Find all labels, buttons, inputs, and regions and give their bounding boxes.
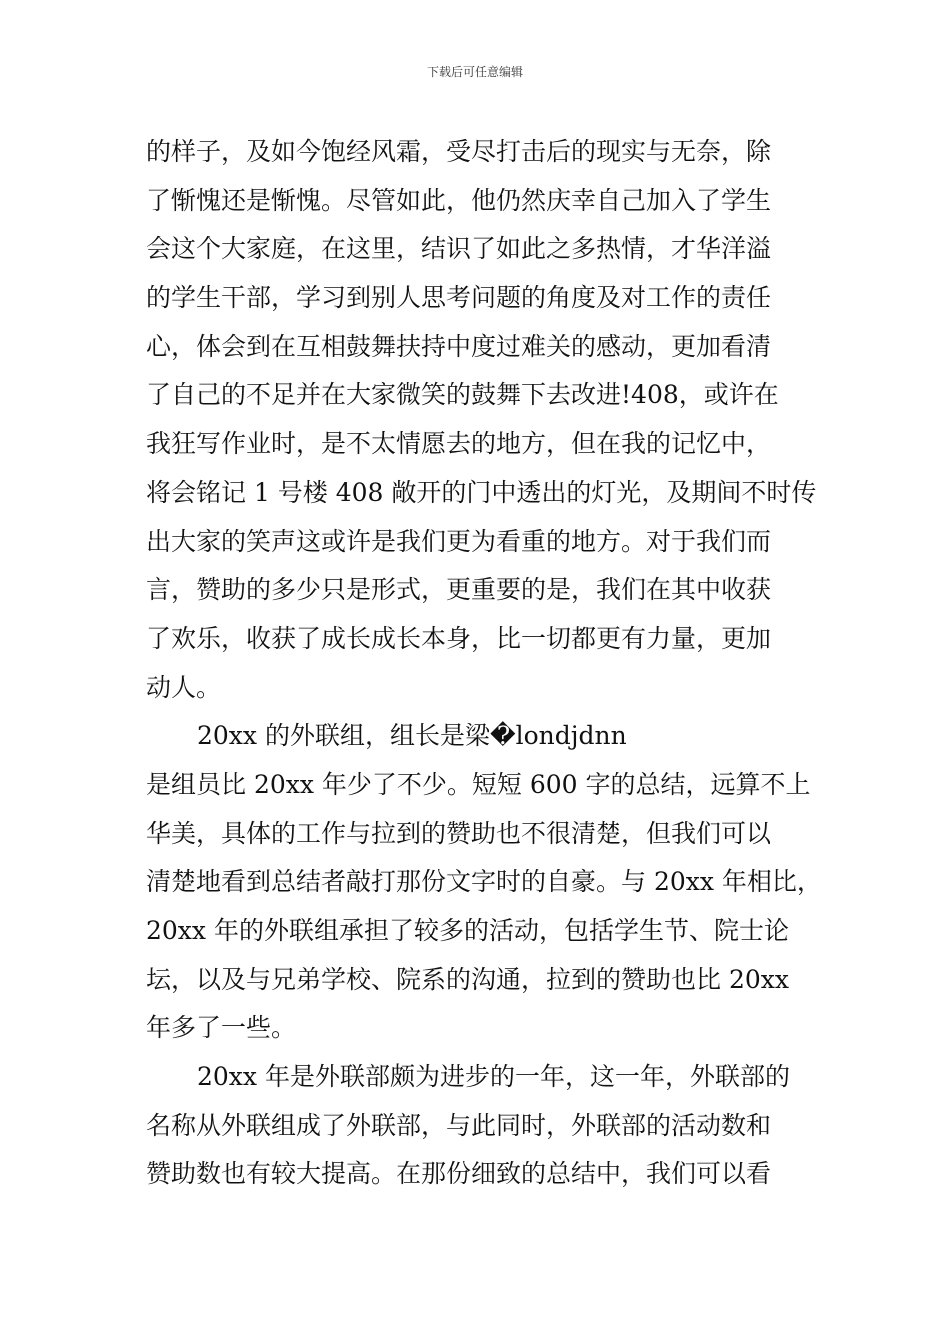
text-line: 动人。 bbox=[146, 672, 222, 702]
paragraph-first-line: 20xx 年是外联部颇为进步的一年，这一年，外联部的 bbox=[197, 1062, 790, 1092]
text-line: 的样子，及如今饱经风霜，受尽打击后的现实与无奈，除 bbox=[146, 137, 772, 166]
text-line: 言，赞助的多少只是形式，更重要的是，我们在其中收获 bbox=[146, 575, 772, 605]
text-line: 将会铭记 1 号楼 408 敞开的门中透出的灯光，及期间不时传 bbox=[146, 477, 817, 507]
document-body bbox=[146, 128, 822, 1199]
text-line: 华美，具体的工作与拉到的赞助也不很清楚，但我们可以 bbox=[146, 818, 772, 848]
text-line: 名称从外联组成了外联部，与此同时，外联部的活动数和 bbox=[146, 1110, 772, 1140]
text-line: 的学生干部，学习到别人思考问题的角度及对工作的责任 bbox=[146, 283, 772, 313]
text-line: 20xx 年的外联组承担了较多的活动，包括学生节、院士论 bbox=[146, 916, 789, 945]
text-line: 心，体会到在互相鼓舞扶持中度过难关的感动，更加看清 bbox=[146, 331, 772, 361]
text-line: 了欢乐，收获了成长成长本身，比一切都更有力量，更加 bbox=[146, 623, 772, 653]
text-line: 我狂写作业时，是不太情愿去的地方，但在我的记忆中， bbox=[146, 429, 772, 459]
text-line: 了自己的不足并在大家微笑的鼓舞下去改进!408，或许在 bbox=[146, 380, 779, 410]
text-line: 会这个大家庭，在这里，结识了如此之多热情，才华洋溢 bbox=[146, 234, 772, 264]
text-line: 年多了一些。 bbox=[146, 1013, 297, 1043]
text-line: 坛，以及与兄弟学校、院系的沟通，拉到的赞助也比 20xx bbox=[146, 964, 789, 994]
page-header: 下载后可任意编辑 bbox=[426, 65, 523, 79]
text-line: 出大家的笑声这或许是我们更为看重的地方。对于我们而 bbox=[146, 526, 772, 556]
text-line: 了惭愧还是惭愧。尽管如此，他仍然庆幸自己加入了学生 bbox=[146, 185, 772, 215]
paragraph-first-line: 20xx 的外联组，组长是梁�londjdnn bbox=[197, 721, 627, 751]
text-line: 是组员比 20xx 年少了不少。短短 600 字的总结，远算不上 bbox=[146, 769, 811, 799]
text-line: 清楚地看到总结者敲打那份文字时的自豪。与 20xx 年相比， bbox=[146, 867, 822, 897]
text-line: 赞助数也有较大提高。在那份细致的总结中，我们可以看 bbox=[146, 1159, 772, 1189]
